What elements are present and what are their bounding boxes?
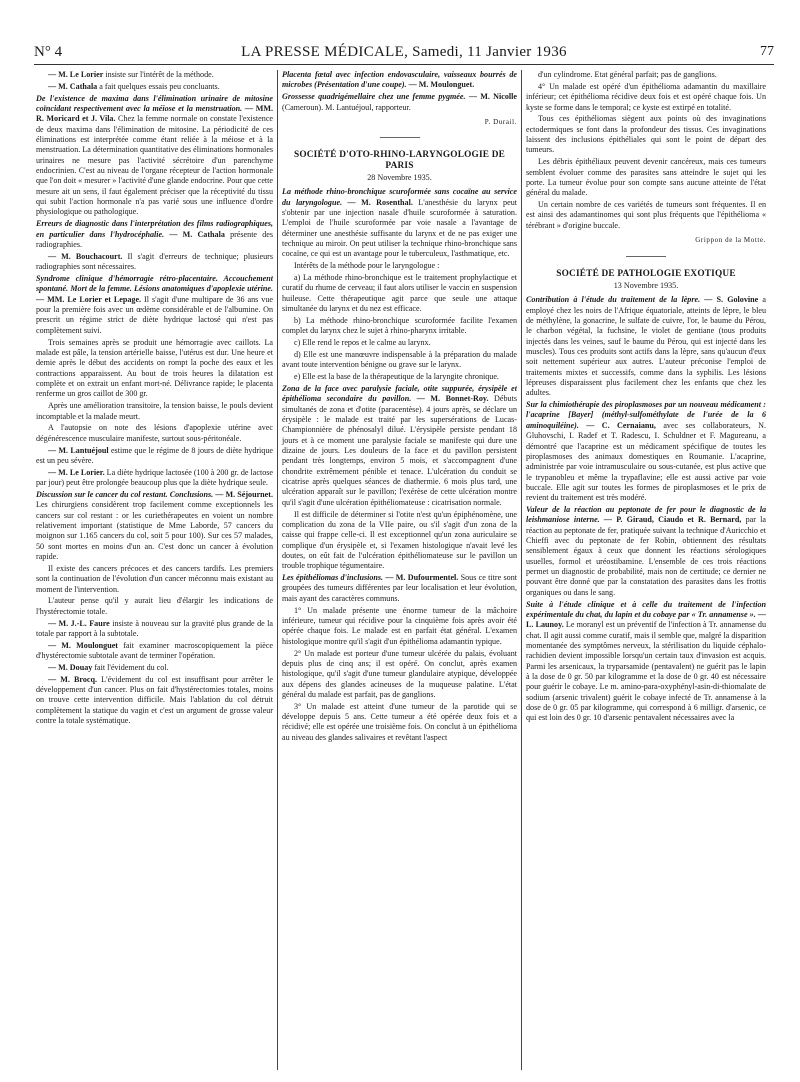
paragraph bbox=[282, 338, 517, 348]
paragraph bbox=[36, 675, 273, 727]
paragraph-text: d) Elle est une manœuvre indispensable à la préparation du malade avant toute intervention bénigne ou grave sur le larynx. bbox=[282, 349, 517, 370]
paragraph-text: avec ses collaborateurs, N. Gluhovschi, I. Radef et T. Radescu, I. Schuldner et F. Magureanu, a démontré que l'acaprine est un médicament spécifique de toutes les piroplasmoses des animaux domestiques en Roumanie. L'acaprine, administrée par voie intramusculaire ou sous-cutanée, est plus active que le trypanobleu et même la trypaflavine; elle est aussi active par voie buccale. Elle agit sur toutes les formes de piroplasmoses et le prix de revient du traitement est très modéré. bbox=[526, 420, 766, 503]
paragraph bbox=[282, 573, 517, 604]
paragraph bbox=[526, 82, 766, 113]
paragraph bbox=[282, 510, 517, 572]
paragraph-text: fait l'évidement du col. bbox=[92, 662, 169, 672]
paragraph-title: Erreurs de diagnostic dans l'interprétation des films radiographiques, en particulier dans l'hydrocéphalie. bbox=[36, 219, 273, 239]
paragraph-text: présente des radiographies. bbox=[36, 229, 273, 249]
col3-top-block bbox=[526, 70, 766, 231]
paragraph-title: Sur la chimiothérapie des piroplasmoses par un nouveau médicament : l'acaprine [Bayer] (méthyl-sulfométhylate de l'urée de la 6 aminoquiléine). bbox=[526, 400, 766, 430]
paragraph-author: — M. Cathala bbox=[48, 81, 98, 91]
paragraph-author: — M. Bouchacourt. bbox=[48, 251, 123, 261]
journal-title: LA PRESSE MÉDICALE, Samedi, 11 Janvier 1936 bbox=[241, 44, 567, 60]
paragraph-title: Les épithéliomas d'inclusions. bbox=[282, 573, 384, 583]
society-heading: SOCIÉTÉ DE PATHOLOGIE EXOTIQUE bbox=[556, 268, 736, 279]
paragraph-text: Les chirurgiens considèrent trop facilement comme exceptionnels les cancers sur col restant : or les curiethérapeutes en voient un nombre relativement important (statistique de Mme Laborde, 57 cancers du moignon sur 1.165 cancers du col, soit 5 pour 100). Sur ces 57 malades, 50 sont mortes en moins d'un an. C'est donc un cancer à évolution rapide. bbox=[36, 500, 273, 561]
page-number: 77 bbox=[760, 44, 774, 59]
paragraph bbox=[36, 401, 273, 422]
paragraph-author: — M. Le Lorier. bbox=[48, 467, 105, 477]
paragraph-text: d'un cylindrome. Etat général parfait; pas de ganglions. bbox=[538, 70, 717, 79]
paragraph-text: Un certain nombre de ces variétés de tumeurs sont fréquentes. Il en est ainsi des adamantinomes qui sont plus fréquents que l'épithélioma « térébrant » d'origine buccale. bbox=[526, 200, 766, 230]
paragraph-text: Intérêts de la méthode pour le laryngologue : bbox=[294, 261, 440, 271]
paragraph bbox=[282, 350, 517, 371]
paragraph-text: 1° Un malade présente une énorme tumeur de la mâchoire inférieure, tumeur qui récidive pour la cinquième fois après avoir été opérée chaque fois. Le malade est en parfait état général. L'examen histologique montre qu'il s'agit d'un épithélioma adamantin typique. bbox=[282, 605, 517, 646]
col3-main-block bbox=[526, 295, 766, 724]
paragraph bbox=[36, 490, 273, 562]
paragraph-text: Le moranyl est un préventif de l'infection à Tr. annamense du chat. Il agit aussi comme curatif, mais il semble que, malgré la disparition momentanée des symptômes nerveux, la stérilisation du liquide céphalo-rachidien devient impossible lorsqu'un certain taux d'invasion est acquis. Parmi les arsenicaux, la tryparsamide (pentavalent) ne guérit pas le lapin à la dose de 0 gr. 50 par kilogramme et la dose de 0 gr. 40 est nécessaire pour guérir le cobaye. Le m. amino-para-oxyphényl-asin-di-thiomalate de sodium (arsenic trivalent) guérit le cobaye infecté de Tr. annamense à la dose de 0 gr. 05 par kilogramme, qui correspond à 6 milligr. d'arsenic, ce qui est loin des 0 gr. 10 d'arsenic pentavalent nécessaires avec la bbox=[526, 620, 766, 723]
paragraph-text: Trois semaines après se produit une hémorragie avec caillots. La malade est pâle, la tension artérielle baisse, l'utérus est dur. Une heure et demie après le début des accidents on rompt la poche des eaux et les contractions apparaissent. Au bout de trois heures la dilatation est complète et on extrait un enfant mort-né. Délivrance rapide; le placenta renferme un gros caillot de 300 gr. bbox=[36, 337, 273, 399]
paragraph-text: Sous ce titre sont groupées des tumeurs différentes par leur localisation et leur évolution, mais ayant des caractères communs. bbox=[282, 573, 517, 603]
paragraph-author: — MM. Le Lorier et Lepage. bbox=[36, 294, 142, 304]
paragraph bbox=[526, 114, 766, 155]
paragraph bbox=[282, 273, 517, 314]
society-date: 28 Novembre 1935. bbox=[367, 172, 432, 182]
paragraph-text: a) La méthode rhino-bronchique est le traitement prophylactique et curatif du rhume de cerveau; il faut alors utiliser le vaccin en suspension huileuse. Cette thérapeutique agit parce que seule une attaque simultanée du larynx et du nez est efficace. bbox=[282, 273, 517, 314]
page-header bbox=[34, 44, 774, 65]
paragraph bbox=[526, 505, 766, 598]
paragraph bbox=[36, 82, 273, 92]
paragraph bbox=[36, 663, 273, 673]
col2-main-block bbox=[282, 187, 517, 743]
paragraph-text: Il est difficile de déterminer si l'otite n'est qu'un épiphénomène, une complication du zona de la VIIe paire, ou s'il s'agit d'un zona de la caisse qui frappe celle-ci. Il est exceptionnel qu'un zona auriculaire se complique d'un érysipèle et, si l'examen histologique n'avait levé les doutes, on eût fait de l'ulcération épithéliomateuse sur le pavillon un trouble trophique tégumentaire. bbox=[282, 509, 517, 571]
column-3 bbox=[526, 70, 766, 725]
paragraph-text: a employé chez les noirs de l'Afrique équatoriale, atteints de lèpre, le bleu de méthylène, la gonacrine, le sulfate de cuivre, l'or, le baume du Pérou, le charbon végétal, la fuchsine, le violet de gentiane (tous produits injectés dans les veines, sauf le baume du Pérou, qui est injecté dans les muscles). Tous ces produits sont actifs dans la lèpre, sans qu'aucun d'eux soit nettement supérieur aux autres. L'auteur préconise l'emploi de traitements mixtes et successifs, comme dans la syphilis. Les lésions lépreuses disparaissent plus facilement chez les enfants que chez les adultes. bbox=[526, 295, 766, 398]
paragraph bbox=[282, 384, 517, 508]
society-date: 13 Novembre 1935. bbox=[613, 280, 679, 290]
paragraph bbox=[526, 600, 766, 724]
paragraph bbox=[526, 295, 766, 398]
paragraph bbox=[36, 596, 273, 617]
paragraph-text: insiste sur l'intérêt de la méthode. bbox=[103, 70, 214, 79]
paragraph-author: — M. Dufourmentel. bbox=[383, 573, 459, 583]
society-heading: SOCIÉTÉ D'OTO-RHINO-LARYNGOLOGIE DE PARIS bbox=[293, 150, 506, 171]
col2-top-block bbox=[282, 70, 517, 113]
paragraph-author: — M. Cathala bbox=[164, 229, 225, 239]
paragraph-text: Chez la femme normale on constate l'existence de deux maxima dans l'élimination de mitosine. La périodicité de ces éliminations est interprétée comme étant reliée à la méiose et à la menstruation. La détermination quantitative des éliminations hormonales urinaires ne mesure pas l'activité sécrétoire d'un parenchyme endocrinien. C'est au niveau de l'organe récepteur de l'action hormonale que l'on doit « mesurer » l'activité d'une glande endocrine. Pour que cette mesure ait un sens, il faut également préciser que la réceptivité du tissu qui subit l'action hormonale n'a pas varié sous une influence d'ordre physiologique ou pathologique. bbox=[36, 114, 273, 217]
paragraph-text: La diète hydrique lactosée (100 à 200 gr. de lactose par jour) peut être prolongée beaucoup plus que la diète hydrique seule. bbox=[36, 467, 273, 488]
paragraph bbox=[36, 274, 273, 336]
paragraph bbox=[282, 261, 517, 271]
paragraph bbox=[36, 94, 273, 218]
paragraph-title: Placenta fœtal avec infection endovasculaire, vaisseaux bourrés de microbes (Présentation d'une coupe). bbox=[282, 70, 517, 90]
paragraph-text: Tous ces épithéliomas siègent aux points où des invaginations ectodermiques se font dans la profondeur des tissus. Ces invaginations laissent des inclusions épithéliales qui sont le point de départ des tumeurs. bbox=[526, 114, 766, 155]
paragraph bbox=[526, 400, 766, 503]
paragraph-text: Il existe des cancers précoces et des cancers tardifs. Les premiers sont la continuation de l'évolution d'un cancer méconnu mais existant au moment de l'intervention. bbox=[36, 563, 273, 594]
paragraph-text: 4° Un malade est opéré d'un épithélioma adamantin du maxillaire inférieur; cet épithélioma récidive deux fois et est opéré chaque fois. Un kyste se forme dans le temporal; ce kyste est extirpé en totalité. bbox=[526, 81, 766, 112]
paragraph-author: — M. Séjournet. bbox=[213, 489, 273, 499]
paragraph-text: Après une amélioration transitoire, la tension baisse, le pouls devient incomptable et la malade meurt. bbox=[36, 401, 273, 421]
paragraph-author: — S. Golovine bbox=[700, 295, 759, 305]
paragraph-text: 2° Un malade est porteur d'une tumeur ulcérée du palais, évoluant depuis plus de cinq ans; il est opéré. On conclut, après examen histologique, qu'il s'agit d'une tumeur glandulaire atypique, développée aux dépens des glandes acineuses de la muqueuse palatine. L'état général du malade est parfait, pas de ganglions. bbox=[282, 648, 517, 699]
paragraph-author: — M. J.-L. Faure bbox=[48, 618, 110, 628]
paragraph-author: — M. Bonnet-Roy. bbox=[411, 394, 489, 404]
paragraph bbox=[36, 70, 273, 80]
signature: Grippon de la Motte. bbox=[695, 236, 766, 245]
paragraph-text: L'anesthésie du larynx peut s'obtenir par une injection nasale d'huile scuroformée à saturation. L'emploi de l'huile scuroformée par voie nasale a l'avantage de déterminer une anesthésie suffisante du larynx et de ne pas exiger une technique au miroir. On peut utiliser la technique rhino-bronchique sans cocaïne, ce qui est un avantage pour le tuberculeux, l'asthmatique, etc. bbox=[282, 197, 517, 259]
paragraph bbox=[36, 446, 273, 467]
paragraph-author: — M. Moulonguet. bbox=[406, 80, 475, 90]
paragraph bbox=[526, 157, 766, 198]
paragraph-author: — MM. R. Moricard et J. Vila. bbox=[36, 104, 273, 124]
signature: P. Durail. bbox=[484, 117, 517, 126]
paragraph-title: De l'existence de maxima dans l'élimination urinaire de mitosine coïncidant respectivement avec la méiose et la menstruation. bbox=[36, 93, 273, 114]
paragraph-text: Il s'agit d'erreurs de technique; plusieurs radiographies sont nécessaires. bbox=[36, 251, 273, 272]
paragraph bbox=[282, 702, 517, 743]
paragraph-title: Discussion sur le cancer du col restant. Conclusions. bbox=[36, 489, 214, 499]
paragraph-title: Suite à l'étude clinique et à celle du traitement de l'infection expérimentale du chat, du lapin et du cobaye par « Tr. annamense ». bbox=[526, 599, 766, 619]
paragraph-title: Zona de la face avec paralysie faciale, otite suppurée, érysipèle et épithélioma secondaire du pavillon. bbox=[282, 383, 517, 404]
paragraph-text: 3° Un malade est atteint d'une tumeur de la parotide qui se développe depuis 5 ans. Cette tumeur a été opérée deux fois et a récidivé; elle est opérée une troisième fois. On conclut à un épithélioma au niveau des glandes salivaires et revêtant l'aspect bbox=[282, 701, 517, 742]
column-1 bbox=[36, 70, 273, 728]
paragraph-text: Il s'agit d'une multipare de 36 ans vue pour la première fois avec un œdème considérable et de l'albumine. On prescrit un régime strict de diète hydrique lactosé qui n'est pas complètement suivi. bbox=[36, 294, 273, 335]
paragraph-text: fait examiner macroscopiquement la pièce d'hystérectomie subtotale avant de terminer l'opération. bbox=[36, 640, 274, 661]
issue-number: N° 4 bbox=[34, 44, 63, 60]
paragraph-title: Grossesse quadrigémellaire chez une femme pygmée. bbox=[282, 92, 466, 102]
paragraph-author: — M. Lantuéjoul bbox=[48, 445, 109, 455]
paragraph-text: L'évidement du col est insuffisant pour arrêter le développement d'un cancer. Plus on fait d'hystérectomies totales, moins on trouve cette intervention difficile. Mais l'ablation du col détruit complètement la statique du vagin et c'est un argument de grosse valeur contre la totale systématique. bbox=[36, 674, 273, 726]
paragraph bbox=[282, 187, 517, 259]
paragraph-text: par la réaction au peptonate de fer, pratiquée suivant la technique d'Auricchio et Chieffi avec du peptonate de fer Robin, obtiennent des résultats sensiblement égaux à ceux que donnent les réactions sérologiques usuelles, formol et uréostibamine. L'ensemble de ces trois réactions permet un diagnostic de probabilité, mais non de certitude; ce dernier ne pouvant être donné que par la constatation des parasites dans les frottis organiques ou dans le sang. bbox=[526, 515, 766, 597]
paragraph-author: — M. Le Lorier bbox=[48, 70, 104, 79]
paragraph-text: b) La méthode rhino-bronchique scuroformée facilite l'examen complet du larynx chez le sujet à rhino-pharynx irritable. bbox=[282, 315, 517, 336]
paragraph-text: insiste à nouveau sur la gravité plus grande de la totale par rapport à la subtotale. bbox=[36, 618, 273, 638]
paragraph-text: e) Elle est la base de la thérapeutique de la laryngite chronique. bbox=[294, 372, 499, 382]
paragraph bbox=[282, 70, 517, 91]
paragraph-author: — M. Brocq. bbox=[48, 674, 98, 684]
paragraph-author: — M. Moulonguet bbox=[48, 640, 118, 650]
paragraph-text: (Cameroun). M. Lantuéjoul, rapporteur. bbox=[282, 102, 411, 112]
paragraph bbox=[36, 564, 273, 595]
paragraph-title: La méthode rhino-bronchique scuroformée sans cocaïne au service du laryngologue. bbox=[282, 187, 517, 207]
paragraph-title: Contribution à l'étude du traitement de la lèpre. bbox=[526, 295, 701, 305]
paragraph bbox=[36, 252, 273, 273]
paragraph-text: a fait quelques essais peu concluants. bbox=[97, 81, 220, 91]
paragraph bbox=[36, 619, 273, 640]
paragraph-text: c) Elle rend le repos et le calme au larynx. bbox=[294, 338, 431, 348]
paragraph-author: — L. Launoy. bbox=[526, 610, 766, 630]
paragraph-author: — M. Douay bbox=[48, 662, 93, 672]
paragraph bbox=[36, 641, 273, 662]
paragraph bbox=[282, 92, 517, 113]
paragraph-author: — M. Nicolle bbox=[465, 92, 517, 102]
paragraph bbox=[36, 219, 273, 250]
paragraph-text: L'auteur pense qu'il y aurait lieu d'élargir les indications de l'hystérectomie totale. bbox=[36, 596, 273, 616]
paragraph-author: — M. Rosenthal. bbox=[342, 197, 413, 207]
paragraph-text: Débuts simultanés de zona et d'otite (paracentèse). 4 jours après, se déclare un érysipèle : le malade est traité par les supersérations de Lucas-Championnière de phénosalyl dilué. L'érysipèle persiste pendant 18 jours et à ce moment une paralysie faciale se manifeste qui dure une dizaine de jours. Les douleurs de la face et du pavillon persistent pendant très longtemps, environ 5 mois, et s'accompagnent d'une chondrite extrêmement pénible et tenace. L'ulcération du conduit se cicatrise après quelques séances de diathermie. 6 mois plus tard, une ulcération apparaît sur le pavillon; l'exérèse de cette ulcération montre qu'il s'agit d'une ulcération épithéliomateuse : cicatrisation normale. bbox=[282, 394, 517, 507]
paragraph-title: Valeur de la réaction au peptonate de fer pour le diagnostic de la leishmaniose interne. bbox=[526, 505, 766, 525]
divider bbox=[380, 137, 420, 138]
paragraph-text: Les débris épithéliaux peuvent devenir cancéreux, mais ces tumeurs semblent évoluer comme des parasites sans atteindre le sujet qui les porte. La tumeur évolue pour son compte sans aucune atteinte de l'état général du malade. bbox=[526, 157, 766, 198]
paragraph bbox=[282, 316, 517, 337]
paragraph-title: Syndrome clinique d'hémorragie rétro-placentaire. Accouchement spontané. Mort de la femme. Lésions anatomiques d'apoplexie utérine. bbox=[36, 274, 273, 294]
paragraph bbox=[526, 70, 766, 80]
paragraph bbox=[526, 200, 766, 231]
paragraph bbox=[36, 468, 273, 489]
paragraph-text: A l'autopsie on note des lésions d'apoplexie utérine avec dégénérescence musculaire manifeste, surtout sous-péritonéale. bbox=[36, 423, 273, 443]
column-2 bbox=[282, 70, 517, 745]
divider bbox=[626, 256, 666, 257]
paragraph bbox=[36, 338, 273, 400]
column-rule bbox=[521, 70, 522, 1070]
paragraph bbox=[282, 372, 517, 382]
column-rule bbox=[277, 70, 278, 1070]
paragraph bbox=[282, 606, 517, 647]
paragraph bbox=[282, 649, 517, 701]
paragraph-author: — C. Cernaianu, bbox=[578, 420, 656, 430]
paragraph bbox=[36, 423, 273, 444]
paragraph-author: — P. Giraud, Ciaudo et R. Bernard, bbox=[599, 515, 742, 525]
paragraph-text: estime que le régime de 8 jours de diète hydrique est un peu sévère. bbox=[36, 445, 273, 465]
